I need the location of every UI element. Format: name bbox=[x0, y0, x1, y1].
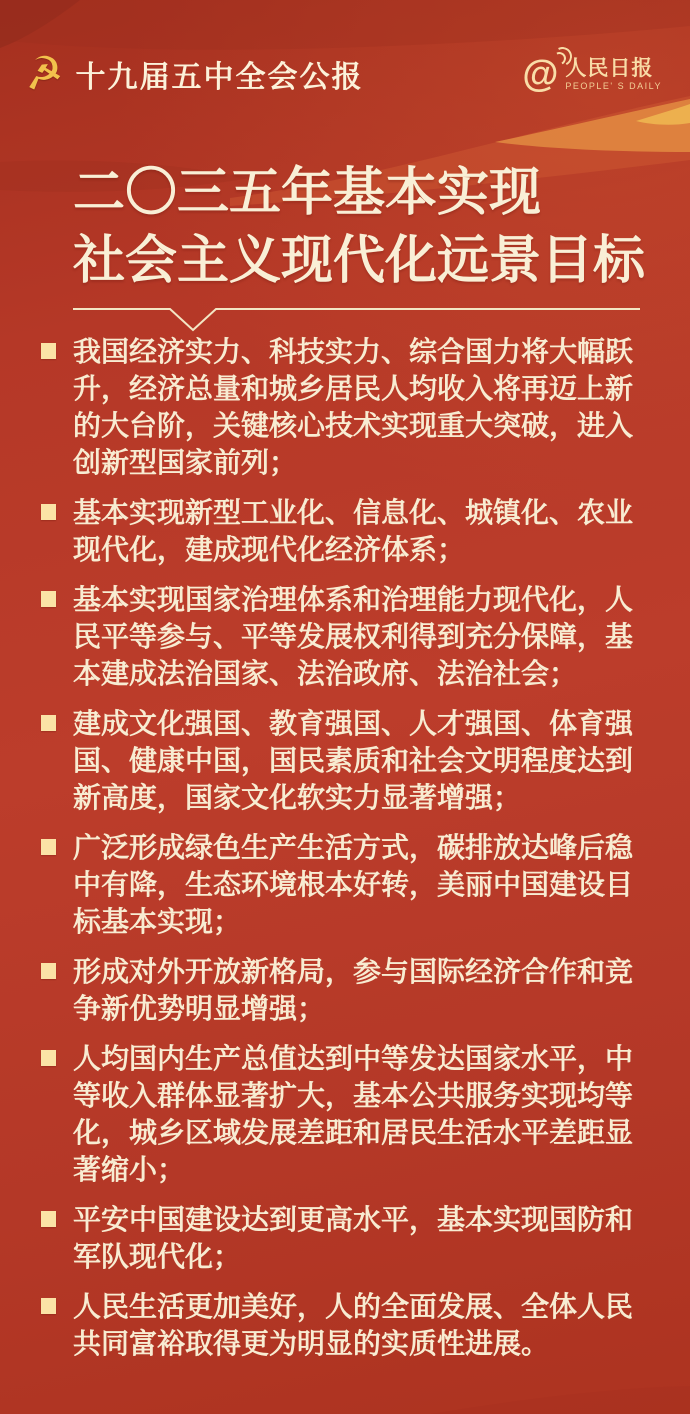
goal-text: 建成文化强国、教育强国、人才强国、体育强国、健康中国，国民素质和社会文明程度达到新高度，国家文化软实力显著增强； bbox=[73, 709, 634, 814]
party-emblem-icon: ☭ bbox=[20, 45, 67, 102]
goal-item bbox=[41, 1202, 654, 1276]
goal-text: 形成对外开放新格局，参与国际经济合作和竞争新优势明显增强； bbox=[73, 957, 634, 1025]
goal-item bbox=[41, 582, 654, 693]
square-bullet-icon bbox=[41, 591, 56, 607]
square-bullet-icon bbox=[41, 963, 56, 979]
logo-name: 人民日报 bbox=[565, 56, 654, 80]
page-title-line2: 社会主义现代化远景目标 bbox=[73, 233, 646, 290]
goal-item bbox=[41, 830, 654, 941]
logo-subtitle: PEOPLE' S DAILY bbox=[565, 80, 662, 91]
goal-text: 广泛形成绿色生产生活方式，碳排放达峰后稳中有降，生态环境根本好转，美丽中国建设目标基本实现； bbox=[73, 833, 634, 938]
at-sign-icon: @ bbox=[522, 53, 559, 94]
square-bullet-icon bbox=[41, 343, 56, 359]
goal-item bbox=[41, 495, 654, 569]
goal-text: 人均国内生产总值达到中等发达国家水平，中等收入群体显著扩大，基本公共服务实现均等化，城乡区域发展差距和居民生活水平差距显著缩小； bbox=[73, 1044, 634, 1186]
goal-text: 平安中国建设达到更高水平，基本实现国防和军队现代化； bbox=[73, 1205, 634, 1273]
square-bullet-icon bbox=[41, 715, 56, 731]
square-bullet-icon bbox=[41, 839, 56, 855]
goals-list bbox=[41, 334, 654, 1363]
square-bullet-icon bbox=[41, 504, 56, 520]
page-title-line1: 二〇三五年基本实现 bbox=[73, 165, 542, 222]
goal-text: 基本实现国家治理体系和治理能力现代化，人民平等参与、平等发展权利得到充分保障，基本建成法治国家、法治政府、法治社会； bbox=[73, 585, 634, 690]
goal-text: 我国经济实力、科技实力、综合国力将大幅跃升，经济总量和城乡居民人均收入将再迈上新的大台阶，关键核心技术实现重大突破，进入创新型国家前列； bbox=[73, 337, 634, 479]
report-brand bbox=[20, 45, 364, 102]
goal-item bbox=[41, 334, 654, 482]
report-badge-label: 十九届五中全会公报 bbox=[75, 61, 364, 94]
peoples-daily-logo bbox=[522, 53, 662, 94]
goal-item bbox=[41, 1041, 654, 1189]
page-title bbox=[73, 160, 660, 296]
poster-header bbox=[20, 45, 662, 102]
square-bullet-icon bbox=[41, 1050, 56, 1066]
goal-item bbox=[41, 1289, 654, 1363]
goal-text: 人民生活更加美好，人的全面发展、全体人民共同富裕取得更为明显的实质性进展。 bbox=[73, 1292, 634, 1360]
logo-text-block bbox=[565, 58, 662, 91]
square-bullet-icon bbox=[41, 1298, 56, 1314]
goal-item bbox=[41, 706, 654, 817]
goal-text: 基本实现新型工业化、信息化、城镇化、农业现代化，建成现代化经济体系； bbox=[73, 498, 634, 566]
square-bullet-icon bbox=[41, 1211, 56, 1227]
goal-item bbox=[41, 954, 654, 1028]
